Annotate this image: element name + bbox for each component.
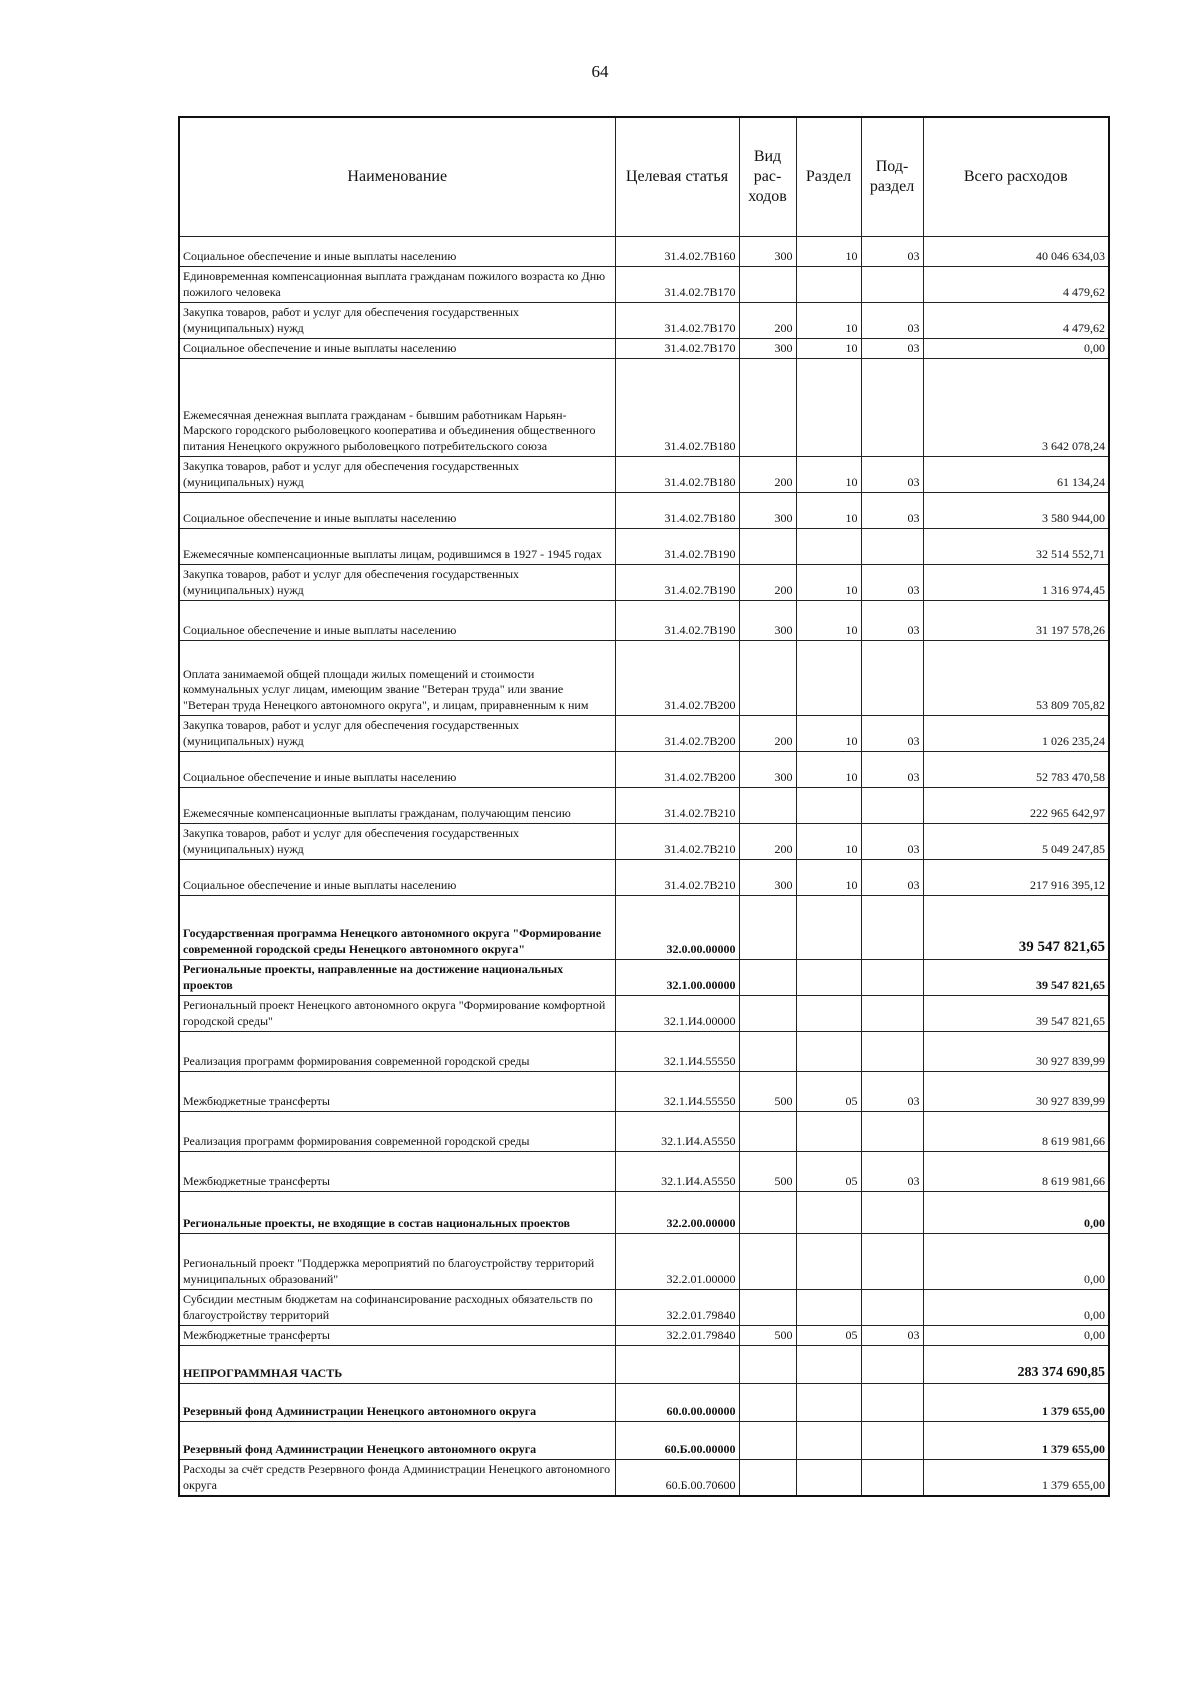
row-name: Закупка товаров, работ и услуг для обеспечения государственных (муниципальных) нужд bbox=[179, 457, 615, 493]
row-subsection bbox=[861, 267, 923, 303]
row-expense-kind bbox=[739, 359, 796, 457]
row-name: Межбюджетные трансферты bbox=[179, 1326, 615, 1346]
table-row bbox=[179, 1152, 1109, 1192]
row-expense-kind: 200 bbox=[739, 565, 796, 601]
row-target-code: 60.Б.00.00000 bbox=[615, 1422, 739, 1460]
row-expense-kind: 300 bbox=[739, 237, 796, 267]
row-name: Реализация программ формирования современной городской среды bbox=[179, 1112, 615, 1152]
row-section bbox=[796, 641, 861, 716]
table-row bbox=[179, 896, 1109, 960]
row-expense-kind bbox=[739, 1192, 796, 1234]
row-subsection bbox=[861, 1234, 923, 1290]
row-name: Социальное обеспечение и иные выплаты населению bbox=[179, 752, 615, 788]
table-row bbox=[179, 529, 1109, 565]
row-amount: 0,00 bbox=[923, 1326, 1109, 1346]
header-expense-kind: Вид рас- ходов bbox=[739, 117, 796, 237]
row-target-code: 31.4.02.7В170 bbox=[615, 339, 739, 359]
row-subsection bbox=[861, 960, 923, 996]
row-expense-kind bbox=[739, 1234, 796, 1290]
row-name: Субсидии местным бюджетам на софинансирование расходных обязательств по благоустройству территорий bbox=[179, 1290, 615, 1326]
table-row bbox=[179, 493, 1109, 529]
row-subsection bbox=[861, 1112, 923, 1152]
row-expense-kind bbox=[739, 641, 796, 716]
row-section bbox=[796, 896, 861, 960]
row-expense-kind bbox=[739, 1346, 796, 1384]
table-row bbox=[179, 237, 1109, 267]
row-name: Межбюджетные трансферты bbox=[179, 1072, 615, 1112]
row-expense-kind: 300 bbox=[739, 752, 796, 788]
row-target-code: 32.1.00.00000 bbox=[615, 960, 739, 996]
table-row bbox=[179, 716, 1109, 752]
row-target-code: 31.4.02.7В200 bbox=[615, 641, 739, 716]
row-target-code: 31.4.02.7В180 bbox=[615, 359, 739, 457]
row-target-code: 31.4.02.7В180 bbox=[615, 457, 739, 493]
row-subsection: 03 bbox=[861, 493, 923, 529]
table-row bbox=[179, 601, 1109, 641]
row-subsection bbox=[861, 1032, 923, 1072]
header-total: Всего расходов bbox=[923, 117, 1109, 237]
row-target-code: 31.4.02.7В200 bbox=[615, 716, 739, 752]
row-name: Региональный проект "Поддержка мероприятий по благоустройству территорий муниципальных образований" bbox=[179, 1234, 615, 1290]
table-row bbox=[179, 1032, 1109, 1072]
row-section bbox=[796, 359, 861, 457]
row-target-code: 31.4.02.7В160 bbox=[615, 237, 739, 267]
row-subsection: 03 bbox=[861, 824, 923, 860]
row-subsection bbox=[861, 896, 923, 960]
row-target-code: 31.4.02.7В210 bbox=[615, 860, 739, 896]
table-row bbox=[179, 788, 1109, 824]
row-amount: 61 134,24 bbox=[923, 457, 1109, 493]
expenditure-table bbox=[178, 116, 1110, 1497]
row-section: 10 bbox=[796, 752, 861, 788]
header-target-article: Целевая статья bbox=[615, 117, 739, 237]
row-section: 10 bbox=[796, 716, 861, 752]
table-row bbox=[179, 565, 1109, 601]
row-amount: 283 374 690,85 bbox=[923, 1346, 1109, 1384]
table-row bbox=[179, 1290, 1109, 1326]
row-name: Единовременная компенсационная выплата гражданам пожилого возраста ко Дню пожилого человека bbox=[179, 267, 615, 303]
row-target-code: 60.Б.00.70600 bbox=[615, 1460, 739, 1496]
row-expense-kind: 500 bbox=[739, 1326, 796, 1346]
row-name: Резервный фонд Администрации Ненецкого автономного округа bbox=[179, 1422, 615, 1460]
row-section bbox=[796, 1112, 861, 1152]
row-expense-kind bbox=[739, 896, 796, 960]
row-amount: 1 379 655,00 bbox=[923, 1422, 1109, 1460]
row-amount: 0,00 bbox=[923, 1234, 1109, 1290]
row-subsection bbox=[861, 1290, 923, 1326]
row-name: Социальное обеспечение и иные выплаты населению bbox=[179, 237, 615, 267]
table-row bbox=[179, 860, 1109, 896]
row-section bbox=[796, 1460, 861, 1496]
row-section bbox=[796, 1290, 861, 1326]
row-amount: 1 026 235,24 bbox=[923, 716, 1109, 752]
row-target-code: 32.2.01.00000 bbox=[615, 1234, 739, 1290]
row-amount: 4 479,62 bbox=[923, 303, 1109, 339]
row-expense-kind bbox=[739, 1460, 796, 1496]
table-body bbox=[179, 237, 1109, 1496]
table-row bbox=[179, 1234, 1109, 1290]
row-name: НЕПРОГРАММНАЯ ЧАСТЬ bbox=[179, 1346, 615, 1384]
row-subsection: 03 bbox=[861, 339, 923, 359]
row-name: Социальное обеспечение и иные выплаты населению bbox=[179, 493, 615, 529]
row-expense-kind bbox=[739, 1422, 796, 1460]
row-section: 10 bbox=[796, 457, 861, 493]
row-expense-kind bbox=[739, 1032, 796, 1072]
row-expense-kind: 300 bbox=[739, 339, 796, 359]
row-section: 05 bbox=[796, 1072, 861, 1112]
row-section: 10 bbox=[796, 824, 861, 860]
table-row bbox=[179, 1460, 1109, 1496]
row-expense-kind bbox=[739, 996, 796, 1032]
header-section: Раздел bbox=[796, 117, 861, 237]
table-row bbox=[179, 960, 1109, 996]
row-target-code: 32.1.И4.А5550 bbox=[615, 1112, 739, 1152]
row-expense-kind bbox=[739, 529, 796, 565]
row-subsection bbox=[861, 529, 923, 565]
table-row bbox=[179, 641, 1109, 716]
table-row bbox=[179, 1192, 1109, 1234]
row-amount: 217 916 395,12 bbox=[923, 860, 1109, 896]
row-section bbox=[796, 1192, 861, 1234]
row-amount: 0,00 bbox=[923, 1192, 1109, 1234]
header-subsection: Под- раздел bbox=[861, 117, 923, 237]
row-expense-kind: 200 bbox=[739, 824, 796, 860]
row-expense-kind bbox=[739, 267, 796, 303]
row-expense-kind: 500 bbox=[739, 1152, 796, 1192]
row-target-code: 31.4.02.7В210 bbox=[615, 824, 739, 860]
row-name: Межбюджетные трансферты bbox=[179, 1152, 615, 1192]
row-subsection bbox=[861, 1192, 923, 1234]
row-section bbox=[796, 788, 861, 824]
row-name: Оплата занимаемой общей площади жилых помещений и стоимости коммунальных услуг лицам, имеющим звание "Ветеран труда" или звание "Ветеран труда Ненецкого автономного округа", и лицам, приравненным к ним bbox=[179, 641, 615, 716]
row-section: 05 bbox=[796, 1326, 861, 1346]
row-amount: 30 927 839,99 bbox=[923, 1032, 1109, 1072]
row-subsection: 03 bbox=[861, 752, 923, 788]
row-target-code: 31.4.02.7В190 bbox=[615, 565, 739, 601]
row-section: 10 bbox=[796, 237, 861, 267]
table-row bbox=[179, 303, 1109, 339]
table-row bbox=[179, 359, 1109, 457]
row-name: Государственная программа Ненецкого автономного округа "Формирование современной городской среды Ненецкого автономного округа" bbox=[179, 896, 615, 960]
row-target-code: 32.2.00.00000 bbox=[615, 1192, 739, 1234]
row-target-code: 31.4.02.7В170 bbox=[615, 267, 739, 303]
row-amount: 39 547 821,65 bbox=[923, 896, 1109, 960]
row-target-code: 60.0.00.00000 bbox=[615, 1384, 739, 1422]
row-target-code: 31.4.02.7В210 bbox=[615, 788, 739, 824]
row-target-code: 32.1.И4.55550 bbox=[615, 1072, 739, 1112]
row-expense-kind: 200 bbox=[739, 716, 796, 752]
row-section bbox=[796, 1422, 861, 1460]
row-name: Региональные проекты, не входящие в состав национальных проектов bbox=[179, 1192, 615, 1234]
table-row bbox=[179, 752, 1109, 788]
row-name: Региональные проекты, направленные на достижение национальных проектов bbox=[179, 960, 615, 996]
table-header-row bbox=[179, 117, 1109, 237]
table-row bbox=[179, 1112, 1109, 1152]
row-subsection: 03 bbox=[861, 601, 923, 641]
row-section bbox=[796, 1234, 861, 1290]
row-subsection: 03 bbox=[861, 303, 923, 339]
row-subsection bbox=[861, 788, 923, 824]
row-subsection: 03 bbox=[861, 565, 923, 601]
row-subsection bbox=[861, 1422, 923, 1460]
row-amount: 3 642 078,24 bbox=[923, 359, 1109, 457]
row-amount: 8 619 981,66 bbox=[923, 1152, 1109, 1192]
row-amount: 1 379 655,00 bbox=[923, 1460, 1109, 1496]
row-section bbox=[796, 1032, 861, 1072]
row-name: Закупка товаров, работ и услуг для обеспечения государственных (муниципальных) нужд bbox=[179, 716, 615, 752]
row-expense-kind: 200 bbox=[739, 303, 796, 339]
table-row bbox=[179, 1384, 1109, 1422]
row-subsection bbox=[861, 359, 923, 457]
row-target-code bbox=[615, 1346, 739, 1384]
table-row bbox=[179, 339, 1109, 359]
row-subsection bbox=[861, 996, 923, 1032]
row-name: Региональный проект Ненецкого автономного округа "Формирование комфортной городской среды" bbox=[179, 996, 615, 1032]
row-expense-kind: 300 bbox=[739, 601, 796, 641]
row-subsection bbox=[861, 641, 923, 716]
row-amount: 31 197 578,26 bbox=[923, 601, 1109, 641]
row-expense-kind bbox=[739, 1290, 796, 1326]
row-section: 10 bbox=[796, 601, 861, 641]
row-target-code: 31.4.02.7В190 bbox=[615, 529, 739, 565]
row-name: Ежемесячные компенсационные выплаты лицам, родившимся в 1927 - 1945 годах bbox=[179, 529, 615, 565]
row-target-code: 31.4.02.7В200 bbox=[615, 752, 739, 788]
row-target-code: 32.0.00.00000 bbox=[615, 896, 739, 960]
row-subsection: 03 bbox=[861, 237, 923, 267]
row-amount: 40 046 634,03 bbox=[923, 237, 1109, 267]
row-expense-kind: 300 bbox=[739, 860, 796, 896]
table-row bbox=[179, 996, 1109, 1032]
row-name: Социальное обеспечение и иные выплаты населению bbox=[179, 860, 615, 896]
row-target-code: 32.2.01.79840 bbox=[615, 1326, 739, 1346]
row-subsection: 03 bbox=[861, 1152, 923, 1192]
row-amount: 1 316 974,45 bbox=[923, 565, 1109, 601]
row-amount: 3 580 944,00 bbox=[923, 493, 1109, 529]
row-target-code: 31.4.02.7В170 bbox=[615, 303, 739, 339]
table-row bbox=[179, 267, 1109, 303]
row-expense-kind bbox=[739, 788, 796, 824]
row-target-code: 31.4.02.7В190 bbox=[615, 601, 739, 641]
row-amount: 8 619 981,66 bbox=[923, 1112, 1109, 1152]
row-expense-kind bbox=[739, 1112, 796, 1152]
row-name: Закупка товаров, работ и услуг для обеспечения государственных (муниципальных) нужд bbox=[179, 565, 615, 601]
row-subsection bbox=[861, 1460, 923, 1496]
table-row bbox=[179, 1346, 1109, 1384]
table-row bbox=[179, 1326, 1109, 1346]
table-row bbox=[179, 1422, 1109, 1460]
row-subsection: 03 bbox=[861, 1072, 923, 1112]
row-subsection: 03 bbox=[861, 716, 923, 752]
row-name: Социальное обеспечение и иные выплаты населению bbox=[179, 601, 615, 641]
row-name: Расходы за счёт средств Резервного фонда Администрации Ненецкого автономного округа bbox=[179, 1460, 615, 1496]
row-name: Закупка товаров, работ и услуг для обеспечения государственных (муниципальных) нужд bbox=[179, 824, 615, 860]
row-name: Реализация программ формирования современной городской среды bbox=[179, 1032, 615, 1072]
row-expense-kind bbox=[739, 960, 796, 996]
row-section bbox=[796, 1384, 861, 1422]
row-amount: 5 049 247,85 bbox=[923, 824, 1109, 860]
row-section: 05 bbox=[796, 1152, 861, 1192]
row-amount: 32 514 552,71 bbox=[923, 529, 1109, 565]
row-amount: 1 379 655,00 bbox=[923, 1384, 1109, 1422]
row-expense-kind: 200 bbox=[739, 457, 796, 493]
row-subsection: 03 bbox=[861, 1326, 923, 1346]
row-amount: 52 783 470,58 bbox=[923, 752, 1109, 788]
row-section bbox=[796, 960, 861, 996]
row-amount: 4 479,62 bbox=[923, 267, 1109, 303]
row-expense-kind: 300 bbox=[739, 493, 796, 529]
row-expense-kind: 500 bbox=[739, 1072, 796, 1112]
row-target-code: 31.4.02.7В180 bbox=[615, 493, 739, 529]
row-amount: 0,00 bbox=[923, 339, 1109, 359]
row-expense-kind bbox=[739, 1384, 796, 1422]
row-amount: 222 965 642,97 bbox=[923, 788, 1109, 824]
row-target-code: 32.1.И4.А5550 bbox=[615, 1152, 739, 1192]
row-amount: 39 547 821,65 bbox=[923, 960, 1109, 996]
row-subsection: 03 bbox=[861, 860, 923, 896]
row-section bbox=[796, 529, 861, 565]
row-target-code: 32.2.01.79840 bbox=[615, 1290, 739, 1326]
row-amount: 53 809 705,82 bbox=[923, 641, 1109, 716]
table-row bbox=[179, 824, 1109, 860]
row-subsection bbox=[861, 1384, 923, 1422]
row-subsection bbox=[861, 1346, 923, 1384]
row-target-code: 32.1.И4.55550 bbox=[615, 1032, 739, 1072]
row-name: Закупка товаров, работ и услуг для обеспечения государственных (муниципальных) нужд bbox=[179, 303, 615, 339]
row-section: 10 bbox=[796, 339, 861, 359]
row-name: Ежемесячные компенсационные выплаты гражданам, получающим пенсию bbox=[179, 788, 615, 824]
row-name: Ежемесячная денежная выплата гражданам - бывшим работникам Нарьян-Марского городского рыболовецкого кооператива и объединения общественного питания Ненецкого окружного рыболовецкого потребительского союза bbox=[179, 359, 615, 457]
row-section bbox=[796, 996, 861, 1032]
row-amount: 39 547 821,65 bbox=[923, 996, 1109, 1032]
row-subsection: 03 bbox=[861, 457, 923, 493]
row-section bbox=[796, 1346, 861, 1384]
row-name: Резервный фонд Администрации Ненецкого автономного округа bbox=[179, 1384, 615, 1422]
row-section: 10 bbox=[796, 860, 861, 896]
row-amount: 0,00 bbox=[923, 1290, 1109, 1326]
row-section: 10 bbox=[796, 493, 861, 529]
page-number: 64 bbox=[591, 62, 609, 81]
table-row bbox=[179, 457, 1109, 493]
row-section: 10 bbox=[796, 303, 861, 339]
row-target-code: 32.1.И4.00000 bbox=[615, 996, 739, 1032]
row-amount: 30 927 839,99 bbox=[923, 1072, 1109, 1112]
table-row bbox=[179, 1072, 1109, 1112]
row-name: Социальное обеспечение и иные выплаты населению bbox=[179, 339, 615, 359]
row-section: 10 bbox=[796, 565, 861, 601]
header-name: Наименование bbox=[179, 117, 615, 237]
row-section bbox=[796, 267, 861, 303]
